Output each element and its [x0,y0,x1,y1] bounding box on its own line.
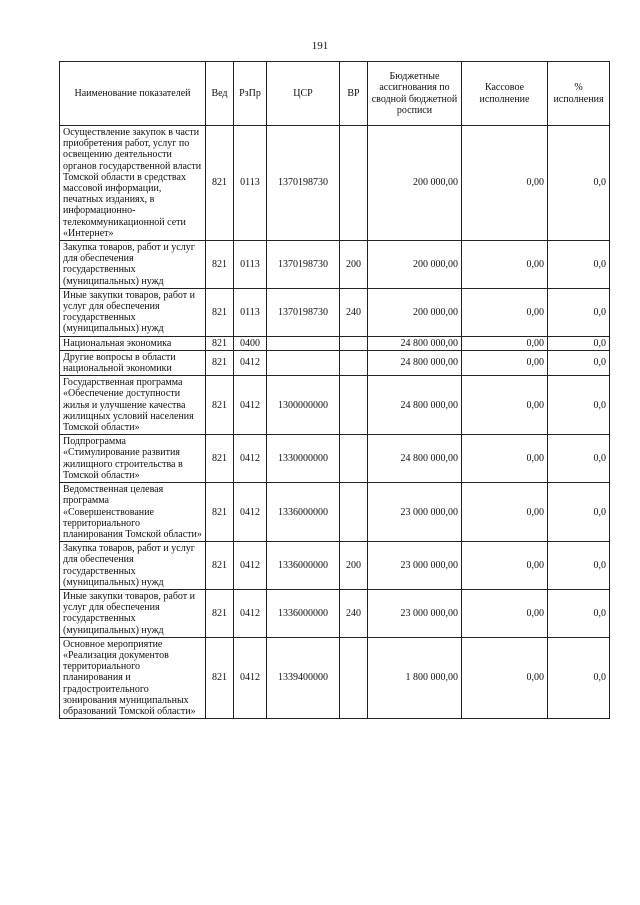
row-kass: 0,00 [462,288,548,336]
row-pct: 0,0 [548,288,610,336]
row-pct: 0,0 [548,241,610,289]
row-pct: 0,0 [548,589,610,637]
row-csr: 1339400000 [267,637,340,718]
row-budget: 24 800 000,00 [368,350,462,375]
row-csr [267,350,340,375]
row-name: Закупка товаров, работ и услуг для обеспечения государственных (муниципальных) нужд [60,241,206,289]
row-kass: 0,00 [462,483,548,542]
row-rzpr: 0412 [234,350,267,375]
row-vr: 200 [340,542,368,590]
table-row [60,288,610,336]
table-row [60,542,610,590]
table-header-row [60,62,610,126]
row-rzpr: 0412 [234,376,267,435]
row-csr: 1370198730 [267,126,340,241]
row-budget: 24 800 000,00 [368,376,462,435]
row-budget: 23 000 000,00 [368,483,462,542]
row-rzpr: 0400 [234,336,267,350]
row-kass: 0,00 [462,376,548,435]
row-budget: 23 000 000,00 [368,542,462,590]
row-ved: 821 [206,483,234,542]
row-csr: 1370198730 [267,288,340,336]
budget-table [59,61,610,719]
row-rzpr: 0113 [234,241,267,289]
header-vr: ВР [340,62,368,126]
row-ved: 821 [206,288,234,336]
row-name: Осуществление закупок в части приобретения работ, услуг по освещению деятельности органов государственной власти Томской области в средствах массовой информации, печатных изданиях, в информационно-телекоммуникационной сети «Интернет» [60,126,206,241]
row-pct: 0,0 [548,435,610,483]
row-name: Государственная программа «Обеспечение доступности жилья и улучшение качества жилищных условий населения Томской области» [60,376,206,435]
row-pct: 0,0 [548,126,610,241]
row-budget: 24 800 000,00 [368,336,462,350]
row-kass: 0,00 [462,241,548,289]
table-row [60,336,610,350]
row-pct: 0,0 [548,336,610,350]
header-rzpr: РзПр [234,62,267,126]
row-name: Иные закупки товаров, работ и услуг для обеспечения государственных (муниципальных) нужд [60,589,206,637]
row-pct: 0,0 [548,483,610,542]
row-budget: 200 000,00 [368,288,462,336]
row-vr: 240 [340,288,368,336]
row-vr [340,336,368,350]
row-rzpr: 0113 [234,126,267,241]
row-csr: 1336000000 [267,589,340,637]
header-name: Наименование показателей [60,62,206,126]
table-row [60,350,610,375]
table-row [60,126,610,241]
row-pct: 0,0 [548,376,610,435]
row-vr [340,637,368,718]
row-name: Другие вопросы в области национальной экономики [60,350,206,375]
row-kass: 0,00 [462,435,548,483]
row-name: Ведомственная целевая программа «Совершенствование территориального планирования Томской области» [60,483,206,542]
header-pct: % исполнения [548,62,610,126]
row-vr [340,435,368,483]
row-name: Подпрограмма «Стимулирование развития жилищного строительства в Томской области» [60,435,206,483]
row-name: Иные закупки товаров, работ и услуг для обеспечения государственных (муниципальных) нужд [60,288,206,336]
row-name: Основное мероприятие «Реализация документов территориального планирования и градостроительного зонирования муниципальных образований Томской области» [60,637,206,718]
row-ved: 821 [206,350,234,375]
row-ved: 821 [206,589,234,637]
row-rzpr: 0412 [234,435,267,483]
header-kass: Кассовое исполнение [462,62,548,126]
table-row [60,483,610,542]
row-rzpr: 0412 [234,542,267,590]
row-ved: 821 [206,376,234,435]
table-row [60,589,610,637]
row-budget: 23 000 000,00 [368,589,462,637]
row-ved: 821 [206,637,234,718]
row-kass: 0,00 [462,336,548,350]
row-kass: 0,00 [462,589,548,637]
header-budget: Бюджетные ассигнования по сводной бюджетной росписи [368,62,462,126]
table-row [60,241,610,289]
row-rzpr: 0412 [234,589,267,637]
row-csr: 1336000000 [267,483,340,542]
row-ved: 821 [206,336,234,350]
header-csr: ЦСР [267,62,340,126]
row-csr: 1300000000 [267,376,340,435]
row-vr [340,483,368,542]
table-row [60,637,610,718]
row-csr: 1330000000 [267,435,340,483]
row-vr [340,126,368,241]
row-budget: 200 000,00 [368,126,462,241]
row-rzpr: 0412 [234,483,267,542]
row-pct: 0,0 [548,542,610,590]
table-row [60,376,610,435]
row-vr [340,376,368,435]
row-pct: 0,0 [548,350,610,375]
row-vr: 240 [340,589,368,637]
row-rzpr: 0113 [234,288,267,336]
header-ved: Вед [206,62,234,126]
row-csr: 1336000000 [267,542,340,590]
row-vr [340,350,368,375]
row-ved: 821 [206,126,234,241]
row-kass: 0,00 [462,350,548,375]
row-pct: 0,0 [548,637,610,718]
row-budget: 24 800 000,00 [368,435,462,483]
row-csr: 1370198730 [267,241,340,289]
row-budget: 200 000,00 [368,241,462,289]
row-ved: 821 [206,241,234,289]
row-ved: 821 [206,435,234,483]
page-number: 191 [311,40,329,52]
table-row [60,435,610,483]
row-rzpr: 0412 [234,637,267,718]
row-kass: 0,00 [462,126,548,241]
row-budget: 1 800 000,00 [368,637,462,718]
row-kass: 0,00 [462,542,548,590]
row-vr: 200 [340,241,368,289]
row-name: Закупка товаров, работ и услуг для обеспечения государственных (муниципальных) нужд [60,542,206,590]
row-kass: 0,00 [462,637,548,718]
row-name: Национальная экономика [60,336,206,350]
row-csr [267,336,340,350]
row-ved: 821 [206,542,234,590]
